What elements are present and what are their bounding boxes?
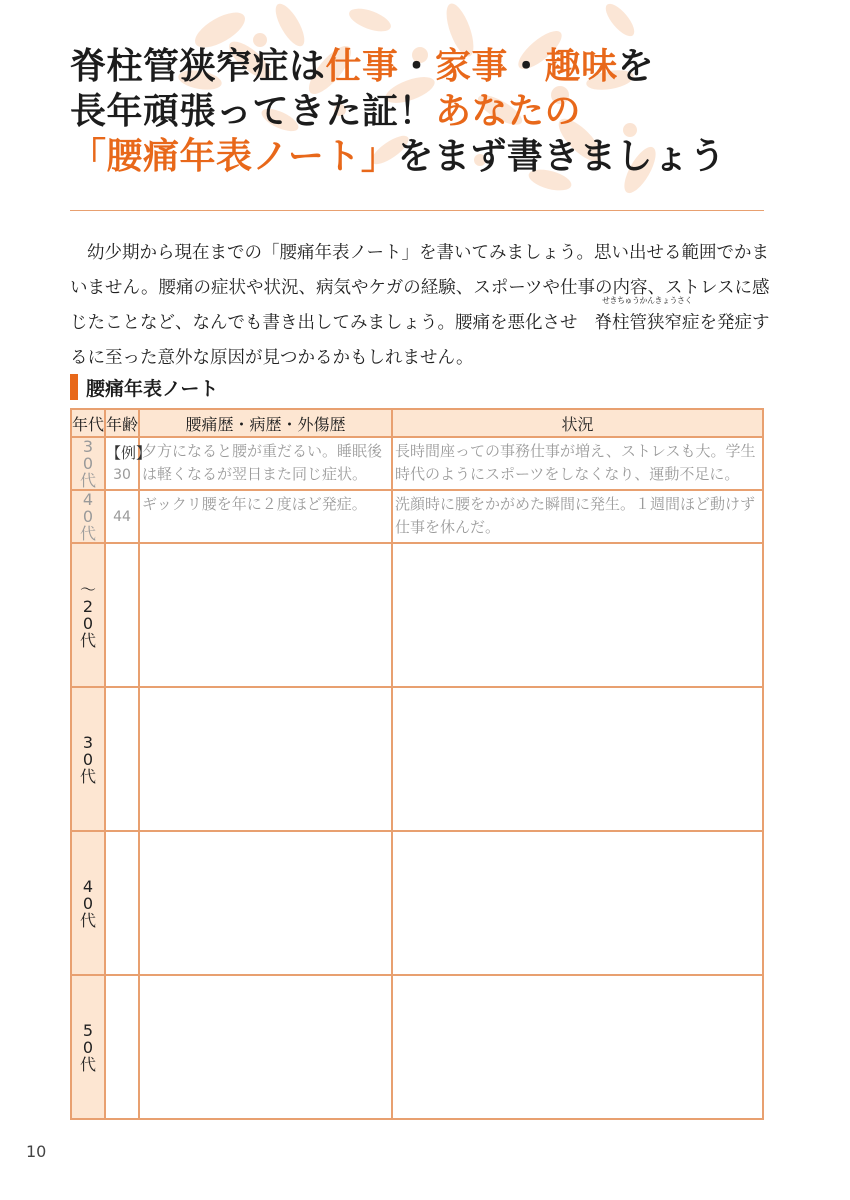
section-title: 腰痛年表ノート (86, 377, 219, 400)
page-number: 10 (26, 1142, 47, 1161)
example-situation: 長時間座っての事務仕事が増え、ストレスも大。学生時代のようにスポーツをしなくなり、運動不足に。 (392, 437, 763, 490)
situation-cell[interactable] (392, 543, 763, 687)
table-row (71, 687, 763, 831)
example-row (71, 490, 763, 543)
situation-cell[interactable] (392, 975, 763, 1119)
example-situation: 洗顔時に腰をかがめた瞬間に発生。１週間ほど動けず仕事を休んだ。 (392, 490, 763, 543)
section-heading (70, 374, 218, 400)
example-history: 夕方になると腰が重だるい。睡眠後は軽くなるが翌日また同じ症状。 (139, 437, 392, 490)
example-decade: 40代 (71, 490, 105, 543)
title-divider (70, 210, 764, 211)
header-situation: 状況 (392, 409, 763, 437)
age-cell[interactable] (105, 831, 139, 975)
example-age: 【例】 30 (105, 437, 139, 490)
history-cell[interactable] (139, 831, 392, 975)
age-cell[interactable] (105, 543, 139, 687)
age-cell[interactable] (105, 687, 139, 831)
example-row (71, 437, 763, 490)
example-history: ギックリ腰を年に２度ほど発症。 (139, 490, 392, 543)
history-cell[interactable] (139, 687, 392, 831)
age-cell[interactable] (105, 975, 139, 1119)
situation-cell[interactable] (392, 687, 763, 831)
history-cell[interactable] (139, 543, 392, 687)
lumbar-pain-timeline-table (70, 408, 764, 1120)
intro-paragraph: 幼少期から現在までの「腰痛年表ノート」を書いてみましょう。思い出せる範囲でかまいません。腰痛の症状や状況、病気やケガの経験、スポーツや仕事の内容、ストレスに感じたことなど、なんでも書き出してみましょう。腰痛を悪化させ せきちゅうかんきょうさく 脊柱管狭窄症を発症するに至った意外な原因が見つかるかもしれません。 (70, 243, 770, 368)
history-cell[interactable] (139, 975, 392, 1119)
ruby-term: せきちゅうかんきょうさく 脊柱管狭窄症 (594, 296, 700, 333)
situation-cell[interactable] (392, 831, 763, 975)
table-row (71, 831, 763, 975)
table-row (71, 543, 763, 687)
table-header-row (71, 409, 763, 437)
decade-label: ～20代 (71, 543, 105, 687)
decade-label: 30代 (71, 687, 105, 831)
decade-label: 40代 (71, 831, 105, 975)
header-decade: 年代 (71, 409, 105, 437)
section-marker (70, 374, 78, 400)
header-history: 腰痛歴・病歴・外傷歴 (139, 409, 392, 437)
page-title: 脊柱管狭窄症は仕事・家事・趣味を 長年頑張ってきた証！あなたの 「腰痛年表ノート」をまず書きましょう (70, 46, 726, 177)
decade-label: 50代 (71, 975, 105, 1119)
example-decade: 30代 (71, 437, 105, 490)
example-age: 44 (105, 490, 139, 543)
header-age: 年齢 (105, 409, 139, 437)
table-row (71, 975, 763, 1119)
